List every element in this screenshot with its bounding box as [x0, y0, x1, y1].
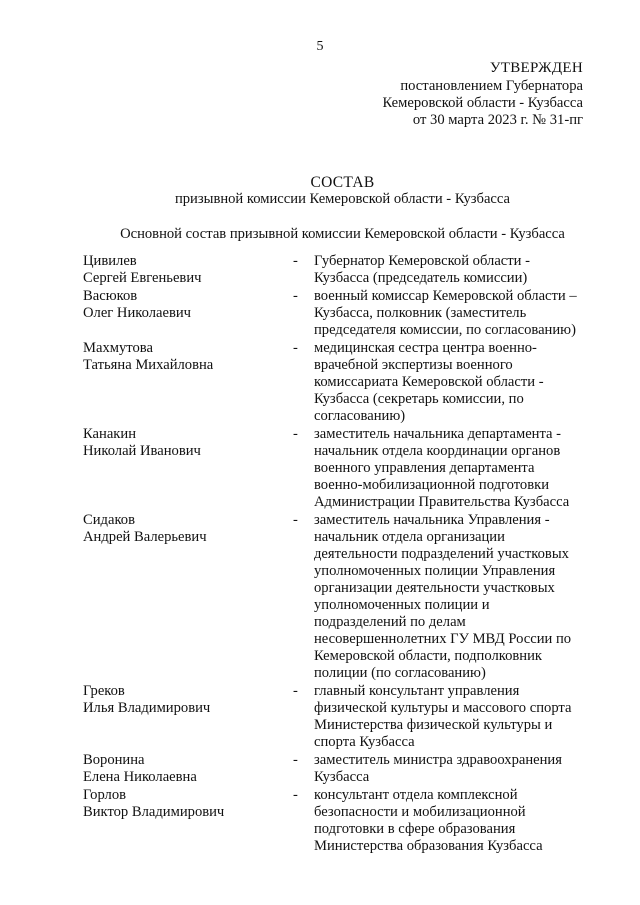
member-dash: -: [293, 752, 298, 768]
member-dash: -: [293, 288, 298, 304]
member-role-line: Кузбасса: [314, 769, 370, 785]
member-given-name: Сергей Евгеньевич: [83, 270, 202, 286]
member-role: [314, 512, 594, 682]
member-role-line: организации деятельности участковых: [314, 580, 555, 596]
member-role-line: консультант отдела комплексной: [314, 787, 518, 803]
member-name: [83, 288, 283, 322]
member-name: [83, 752, 283, 786]
member-role-line: начальник отдела координации органов: [314, 443, 561, 459]
member-role-line: военный комиссар Кемеровской области –: [314, 288, 577, 304]
member-row: [0, 426, 640, 511]
section-subtitle: Основной состав призывной комиссии Кемеровской области - Кузбасса: [120, 226, 565, 242]
member-surname: Канакин: [83, 426, 137, 442]
member-name: [83, 340, 283, 374]
member-role-line: начальник отдела организации: [314, 529, 505, 545]
member-dash: -: [293, 512, 298, 528]
member-role: [314, 752, 594, 786]
member-given-name: Илья Владимирович: [83, 700, 211, 716]
page-number: 5: [316, 39, 324, 54]
member-role-line: несовершеннолетних ГУ МВД России по: [314, 631, 572, 647]
member-surname: Воронина: [83, 752, 145, 768]
member-surname: Сидаков: [83, 512, 135, 528]
member-role-line: заместитель министра здравоохранения: [314, 752, 562, 768]
document-title: [0, 174, 640, 208]
member-given-name: Виктор Владимирович: [83, 804, 225, 820]
member-role-line: председателя комиссии, по согласованию): [314, 322, 576, 338]
member-role-line: Кузбасса (секретарь комиссии, по: [314, 391, 524, 407]
member-role-line: безопасности и мобилизационной: [314, 804, 526, 820]
member-role-line: заместитель начальника департамента -: [314, 426, 562, 442]
member-role-line: физической культуры и массового спорта: [314, 700, 572, 716]
member-role-line: Кемеровской области, подполковник: [314, 648, 542, 664]
member-role-line: главный консультант управления: [314, 683, 520, 699]
member-given-name: Андрей Валерьевич: [83, 529, 207, 545]
member-name: [83, 512, 283, 546]
member-role: [314, 253, 594, 287]
member-given-name: Татьяна Михайловна: [83, 357, 214, 373]
member-name: [83, 683, 283, 717]
member-role: [314, 787, 594, 855]
member-given-name: Елена Николаевна: [83, 769, 197, 785]
member-row: [0, 787, 640, 855]
member-given-name: Николай Иванович: [83, 443, 201, 459]
member-surname: Греков: [83, 683, 125, 699]
member-role: [314, 426, 594, 511]
member-dash: -: [293, 340, 298, 356]
member-surname: Махмутова: [83, 340, 153, 356]
title-main: СОСТАВ: [310, 174, 375, 191]
member-role-line: Министерства физической культуры и: [314, 717, 553, 733]
member-role-line: комиссариата Кемеровской области -: [314, 374, 544, 390]
approval-line-3: от 30 марта 2023 г. № 31-пг: [412, 112, 583, 128]
member-role-line: военного управления департамента: [314, 460, 535, 476]
member-row: [0, 340, 640, 425]
member-role-line: заместитель начальника Управления -: [314, 512, 550, 528]
member-role-line: полиции (по согласованию): [314, 665, 486, 681]
member-role: [314, 683, 594, 751]
member-role-line: Кузбасса (председатель комиссии): [314, 270, 528, 286]
member-role-line: врачебной экспертизы военного: [314, 357, 513, 373]
member-name: [83, 426, 283, 460]
member-row: [0, 288, 640, 339]
member-row: [0, 752, 640, 786]
member-role-line: Министерства образования Кузбасса: [314, 838, 543, 854]
member-role-line: Администрации Правительства Кузбасса: [314, 494, 570, 510]
member-row: [0, 512, 640, 682]
member-role-line: уполномоченных полиции Управления: [314, 563, 556, 579]
member-surname: Цивилев: [83, 253, 137, 269]
member-surname: Васюков: [83, 288, 138, 304]
member-role-line: спорта Кузбасса: [314, 734, 415, 750]
member-dash: -: [293, 683, 298, 699]
member-role-line: подразделений по делам: [314, 614, 466, 630]
approval-block: [340, 60, 583, 129]
member-role-line: уполномоченных полиции и: [314, 597, 490, 613]
member-name: [83, 253, 283, 287]
members-list: [0, 253, 640, 856]
approval-line-1: постановлением Губернатора: [400, 78, 583, 94]
approval-line-2: Кемеровской области - Кузбасса: [382, 95, 583, 111]
member-given-name: Олег Николаевич: [83, 305, 192, 321]
member-name: [83, 787, 283, 821]
member-role-line: согласованию): [314, 408, 406, 424]
member-row: [0, 253, 640, 287]
title-sub: призывной комиссии Кемеровской области - Кузбасса: [174, 191, 511, 207]
member-dash: -: [293, 253, 298, 269]
member-row: [0, 683, 640, 751]
member-role-line: подготовки в сфере образования: [314, 821, 516, 837]
member-dash: -: [293, 426, 298, 442]
member-role-line: Губернатор Кемеровской области -: [314, 253, 530, 269]
member-role-line: медицинская сестра центра военно-: [314, 340, 537, 356]
approval-stamp: УТВЕРЖДЕН: [489, 60, 583, 76]
member-dash: -: [293, 787, 298, 803]
member-role-line: деятельности подразделений участковых: [314, 546, 569, 562]
member-role: [314, 340, 594, 425]
member-role-line: Кузбасса, полковник (заместитель: [314, 305, 527, 321]
member-surname: Горлов: [83, 787, 127, 803]
member-role-line: военно-мобилизационной подготовки: [314, 477, 550, 493]
member-role: [314, 288, 594, 339]
